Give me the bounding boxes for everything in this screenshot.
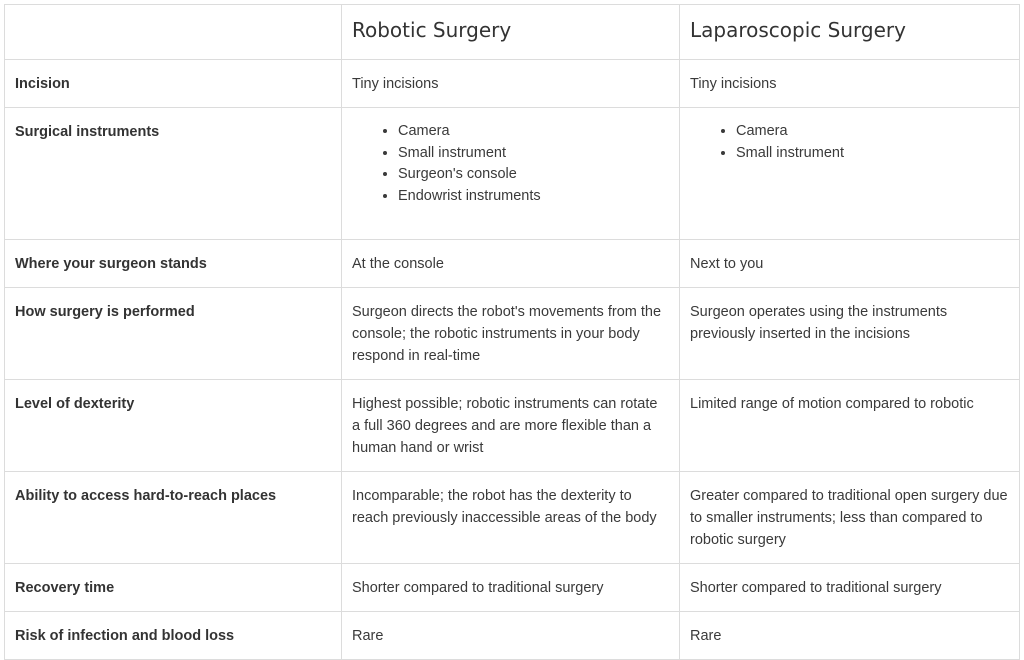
robotic-cell: Incomparable; the robot has the dexterity to reach previously inaccessible areas of the body	[342, 472, 680, 564]
row-label: Surgical instruments	[5, 108, 342, 240]
header-corner-cell	[5, 5, 342, 60]
list-item: • Camera	[736, 121, 1009, 143]
laparoscopic-cell: Tiny incisions	[680, 60, 1020, 108]
comparison-table-container	[4, 4, 1020, 660]
laparoscopic-cell: Next to you	[680, 240, 1020, 288]
laparoscopic-cell: Limited range of motion compared to robotic	[680, 380, 1020, 472]
row-label: Risk of infection and blood loss	[5, 612, 342, 660]
robotic-cell: Rare	[342, 612, 680, 660]
list-item: • Endowrist instruments	[398, 186, 669, 208]
table-row-risk	[5, 612, 1020, 660]
robotic-cell: Surgeon directs the robot's movements from the console; the robotic instruments in your body respond in real-time	[342, 288, 680, 380]
list-item: • Camera	[398, 121, 669, 143]
laparoscopic-cell: Surgeon operates using the instruments previously inserted in the incisions	[680, 288, 1020, 380]
table-row-surgical-instruments	[5, 108, 1020, 240]
laparoscopic-cell	[680, 108, 1020, 240]
row-label: Ability to access hard-to-reach places	[5, 472, 342, 564]
robotic-cell: Highest possible; robotic instruments can rotate a full 360 degrees and are more flexible than a human hand or wrist	[342, 380, 680, 472]
header-laparoscopic-surgery: Laparoscopic Surgery	[680, 5, 1020, 60]
laparoscopic-cell: Rare	[680, 612, 1020, 660]
table-row-incision	[5, 60, 1020, 108]
row-label: Where your surgeon stands	[5, 240, 342, 288]
row-label: Level of dexterity	[5, 380, 342, 472]
list-item: • Small instrument	[736, 143, 1009, 165]
table-row-dexterity	[5, 380, 1020, 472]
table-row-access	[5, 472, 1020, 564]
row-label: How surgery is performed	[5, 288, 342, 380]
table-header-row	[5, 5, 1020, 60]
robotic-cell: Shorter compared to traditional surgery	[342, 564, 680, 612]
list-item: • Small instrument	[398, 143, 669, 165]
laparoscopic-cell: Greater compared to traditional open surgery due to smaller instruments; less than compared to robotic surgery	[680, 472, 1020, 564]
robotic-cell	[342, 108, 680, 240]
robotic-instruments-list	[352, 121, 669, 207]
list-item: • Surgeon's console	[398, 164, 669, 186]
robotic-cell: Tiny incisions	[342, 60, 680, 108]
table-row-recovery-time	[5, 564, 1020, 612]
header-robotic-surgery: Robotic Surgery	[342, 5, 680, 60]
row-label: Recovery time	[5, 564, 342, 612]
comparison-table	[4, 4, 1020, 660]
robotic-cell: At the console	[342, 240, 680, 288]
table-row-surgeon-position	[5, 240, 1020, 288]
laparoscopic-cell: Shorter compared to traditional surgery	[680, 564, 1020, 612]
table-row-how-performed	[5, 288, 1020, 380]
row-label: Incision	[5, 60, 342, 108]
laparoscopic-instruments-list	[690, 121, 1009, 164]
